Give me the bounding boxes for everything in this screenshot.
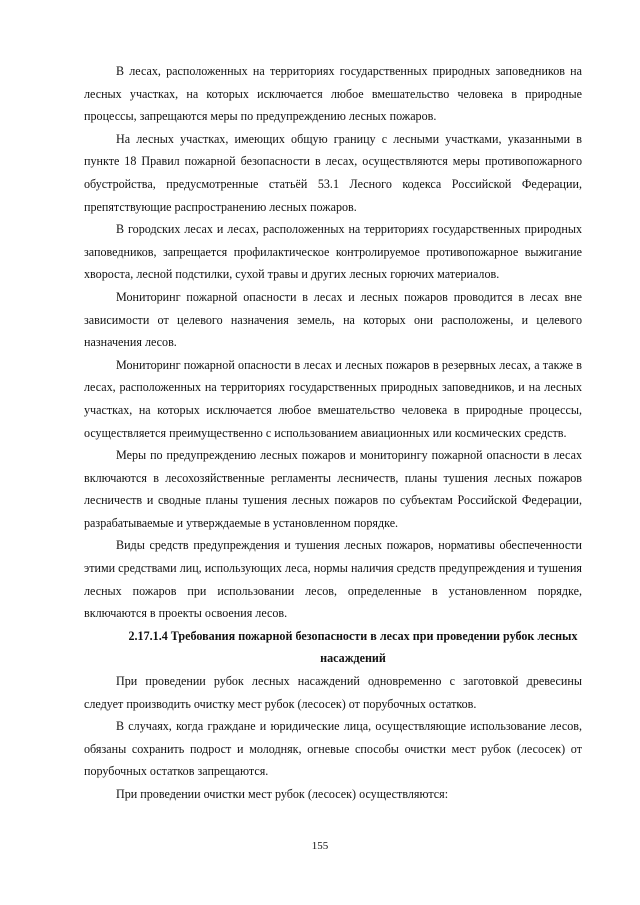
paragraph: В лесах, расположенных на территориях государственных природных заповедников на лесных участках, на которых исключается любое вмешательство человека в природные процессы, запрещаются меры по предупреждению лесных пожаров.	[84, 64, 582, 124]
paragraph: На лесных участках, имеющих общую границу с лесными участками, указанными в пункте 18 Правил пожарной безопасности в лесах, осуществляются меры противопожарного обустройства, предусмотренные статьёй 53.1 Лесного кодекса Российской Федерации, препятствующие распространению лесных пожаров.	[84, 131, 582, 214]
page-body	[84, 60, 582, 806]
section-heading: 2.17.1.4 Требования пожарной безопасности в лесах при проведении рубок лесных насаждений	[128, 628, 578, 666]
paragraph: Мониторинг пожарной опасности в лесах и лесных пожаров в резервных лесах, а также в лесах, расположенных на территориях государственных природных заповедников, и на лесных участках, на которых исключается любое вмешательство человека в природные процессы, осуществляется преимущественно с использованием авиационных или космических средств.	[84, 357, 582, 440]
paragraph: Меры по предупреждению лесных пожаров и мониторингу пожарной опасности в лесах включаются в лесохозяйственные регламенты лесничеств, планы тушения лесных пожаров лесничеств и сводные планы тушения лесных пожаров по субъектам Российской Федерации, разрабатываемые и утверждаемые в установленном порядке.	[84, 448, 582, 530]
paragraph: Мониторинг пожарной опасности в лесах и лесных пожаров проводится в лесах вне зависимости от целевого назначения земель, на которых они расположены, и целевого назначения лесов.	[84, 289, 582, 350]
paragraph: При проведении очистки мест рубок (лесосек) осуществляются:	[116, 787, 449, 801]
paragraph: В городских лесах и лесах, расположенных на территориях государственных природных заповедников, запрещается профилактическое контролируемое противопожарное выжигание хвороста, лесной подстилки, сухой травы и других лесных горючих материалов.	[84, 222, 582, 282]
paragraph: Виды средств предупреждения и тушения лесных пожаров, нормативы обеспеченности этими средствами лиц, использующих леса, нормы наличия средств предупреждения и тушения лесных пожаров при использовании лесов, определенные в установленном порядке, включаются в проекты освоения лесов.	[84, 538, 582, 621]
paragraph: В случаях, когда граждане и юридические лица, осуществляющие использование лесов, обязаны сохранить подрост и молодняк, огневые способы очистки мест рубок (лесосек) от порубочных остатков запрещаются.	[84, 719, 582, 779]
paragraph: При проведении рубок лесных насаждений одновременно с заготовкой древесины следует производить очистку мест рубок (лесосек) от порубочных остатков.	[84, 674, 582, 711]
page-number: 155	[311, 840, 329, 852]
